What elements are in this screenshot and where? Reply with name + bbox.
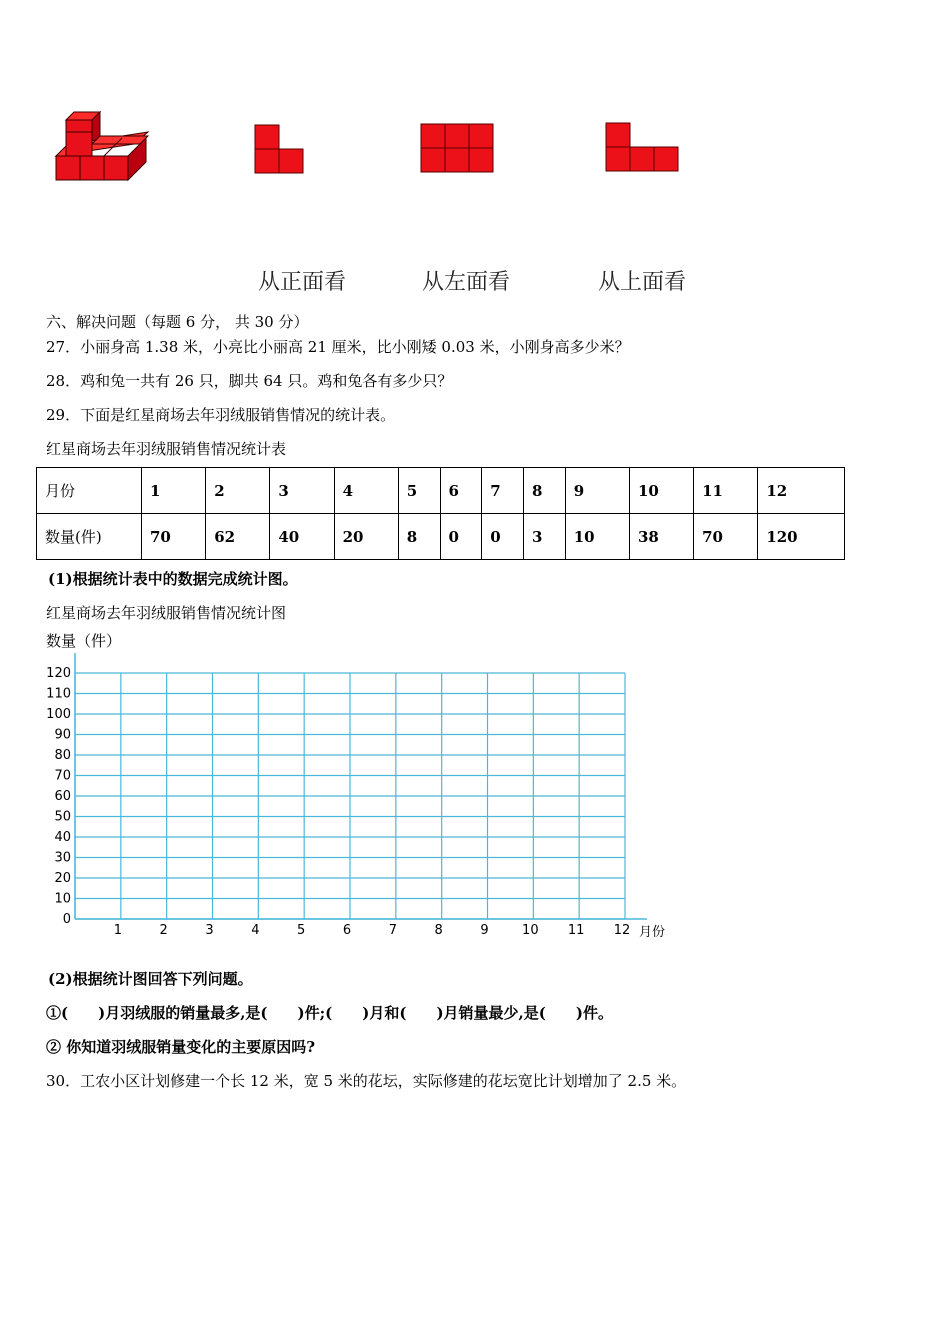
y-tick-label: 0 bbox=[62, 912, 71, 927]
section-title: 六、解决问题（每题 6 分， 共 30 分） bbox=[46, 313, 309, 331]
table-cell: 40 bbox=[270, 514, 334, 560]
y-tick-label: 70 bbox=[54, 768, 71, 784]
y-tick-label: 120 bbox=[46, 666, 71, 681]
table-cell: 120 bbox=[758, 514, 845, 560]
chart-x-axis-label: 月份 bbox=[639, 925, 666, 940]
table-cell: 3 bbox=[524, 514, 566, 560]
blank-line-chart-grid bbox=[30, 645, 690, 945]
table-cell: 3 bbox=[270, 468, 334, 514]
table-title: 红星商场去年羽绒服销售情况统计表 bbox=[46, 440, 287, 458]
x-tick-label: 10 bbox=[522, 923, 539, 938]
x-tick-label: 12 bbox=[613, 923, 631, 938]
table-cell: 11 bbox=[694, 468, 758, 514]
table-row-months bbox=[37, 468, 845, 514]
sub-question-2-part-1: ①( )月羽绒服的销量最多,是( )件;( )月和( )月销量最少,是( )件。 bbox=[46, 1004, 613, 1022]
table-cell: 62 bbox=[206, 514, 270, 560]
x-tick-label: 5 bbox=[297, 923, 306, 938]
table-cell: 70 bbox=[694, 514, 758, 560]
table-row-quantity bbox=[37, 514, 845, 560]
x-tick-label: 11 bbox=[567, 923, 585, 938]
y-tick-label: 50 bbox=[54, 809, 71, 825]
sub-question-1: (1)根据统计表中的数据完成统计图。 bbox=[48, 570, 298, 588]
table-cell: 10 bbox=[629, 468, 693, 514]
sales-table bbox=[36, 467, 845, 560]
y-tick-label: 40 bbox=[54, 830, 71, 845]
table-cell: 10 bbox=[565, 514, 629, 560]
x-tick-label: 6 bbox=[342, 923, 352, 938]
front-view-label: 从正面看 bbox=[258, 270, 347, 295]
x-tick-label: 8 bbox=[434, 923, 443, 938]
table-cell: 5 bbox=[398, 468, 440, 514]
front-view-figure bbox=[254, 124, 306, 176]
table-cell: 0 bbox=[482, 514, 524, 560]
table-header-quantity: 数量(件) bbox=[37, 514, 142, 560]
table-cell: 9 bbox=[565, 468, 629, 514]
question-30: 30．工农小区计划修建一个长 12 米，宽 5 米的花坛，实际修建的花坛宽比计划增加了 2.5 米。 bbox=[46, 1072, 687, 1090]
x-tick-label: 7 bbox=[388, 923, 397, 938]
sub-question-2-part-2: ② 你知道羽绒服销量变化的主要原因吗? bbox=[46, 1038, 316, 1056]
y-tick-label: 80 bbox=[54, 748, 71, 763]
y-tick-label: 20 bbox=[54, 871, 71, 886]
sub-question-2: (2)根据统计图回答下列问题。 bbox=[48, 970, 253, 988]
table-cell: 12 bbox=[758, 468, 845, 514]
left-view-figure bbox=[420, 123, 496, 175]
cube-solid-figure bbox=[52, 108, 152, 184]
table-cell: 0 bbox=[440, 514, 482, 560]
table-cell: 1 bbox=[142, 468, 206, 514]
table-cell: 6 bbox=[440, 468, 482, 514]
table-cell: 70 bbox=[142, 514, 206, 560]
question-27: 27．小丽身高 1.38 米，小亮比小丽高 21 厘米，比小刚矮 0.03 米，小刚身高多少米？ bbox=[46, 338, 630, 356]
y-tick-label: 60 bbox=[54, 789, 71, 804]
y-tick-label: 110 bbox=[46, 686, 71, 702]
x-tick-label: 4 bbox=[251, 923, 260, 938]
x-tick-label: 2 bbox=[159, 923, 168, 938]
top-view-label: 从上面看 bbox=[598, 270, 687, 295]
question-29: 29．下面是红星商场去年羽绒服销售情况的统计表。 bbox=[46, 406, 396, 424]
y-tick-label: 100 bbox=[46, 707, 71, 722]
left-view-label: 从左面看 bbox=[422, 270, 511, 295]
top-view-figure bbox=[605, 122, 681, 174]
question-28: 28．鸡和兔一共有 26 只，脚共 64 只。鸡和兔各有多少只？ bbox=[46, 372, 453, 390]
table-cell: 20 bbox=[334, 514, 398, 560]
table-cell: 7 bbox=[482, 468, 524, 514]
x-tick-label: 3 bbox=[205, 923, 214, 938]
table-cell: 4 bbox=[334, 468, 398, 514]
y-tick-label: 90 bbox=[54, 727, 71, 743]
x-tick-label: 9 bbox=[480, 923, 489, 938]
table-cell: 8 bbox=[398, 514, 440, 560]
table-cell: 8 bbox=[524, 468, 566, 514]
chart-title: 红星商场去年羽绒服销售情况统计图 bbox=[46, 604, 287, 622]
chart-y-axis-label: 数量（件） bbox=[46, 632, 122, 650]
table-cell: 38 bbox=[629, 514, 693, 560]
x-tick-label: 1 bbox=[113, 923, 122, 938]
y-tick-label: 10 bbox=[54, 891, 71, 907]
y-tick-label: 30 bbox=[54, 850, 71, 866]
table-cell: 2 bbox=[206, 468, 270, 514]
table-header-month: 月份 bbox=[37, 468, 142, 514]
